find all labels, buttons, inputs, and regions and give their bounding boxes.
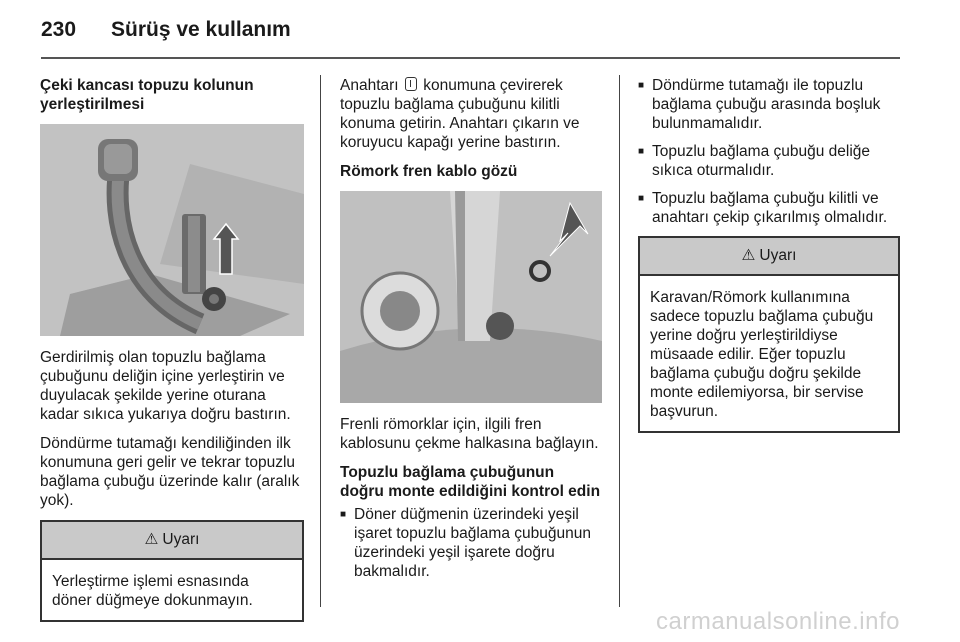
page-number: 230 <box>41 18 77 41</box>
warning-triangle-icon: ⚠ <box>741 247 756 264</box>
warning-header <box>42 522 302 560</box>
col1-para-1: Gerdirilmiş olan topuzlu bağlama çubuğunu deliğin içine yerleştirin ve duyulacak şekilde yerine oturana kadar sıkıca yukarıya doğru bastırın. <box>40 349 291 423</box>
list-item: ■ Döndürme tutamağı ile topuzlu bağlama çubuğu arasında boşluk bulunmamalıdır. <box>638 76 900 133</box>
column-2 <box>340 76 602 590</box>
list-item: ■ Topuzlu bağlama çubuğu deliğe sıkıca oturmalıdır. <box>638 142 900 180</box>
list-item: ■ Döner düğmenin üzerindeki yeşil işaret topuzlu bağlama çubuğunun üzerindeki yeşil işarete doğru bakmalıdır. <box>340 505 602 581</box>
watermark: carmanualsonline.info <box>656 608 900 635</box>
column-1 <box>40 76 304 622</box>
header-divider <box>41 57 900 59</box>
section-title: Sürüş ve kullanım <box>111 18 291 41</box>
list-item: ■ Topuzlu bağlama çubuğu kilitli ve anahtarı çekip çıkarılmış olmalıdır. <box>638 189 900 227</box>
col2-heading-2: Topuzlu bağlama çubuğunun doğru monte edildiğini kontrol edin <box>340 464 601 500</box>
brake-cable-eye-figure <box>340 191 602 403</box>
warning-box-1 <box>40 520 304 622</box>
col1-para-2: Döndürme tutamağı kendiliğinden ilk konumuna geri gelir ve tekrar topuzlu bağlama çubuğu üzerinde kalır (aralık yok). <box>40 435 300 509</box>
brake-cable-illustration <box>340 191 602 403</box>
col2-heading-1: Römork fren kablo gözü <box>340 163 518 180</box>
col2-para-1-end: konumuna çevirerek topuzlu bağlama çubuğunu kilitli konuma getirin. Anahtarı çıkarın ve koruyucu kapağı yerine bastırın. <box>340 77 580 151</box>
column-3 <box>638 76 900 433</box>
tow-bar-illustration <box>40 124 304 336</box>
col3-bullet-list <box>638 76 900 227</box>
tow-bar-insertion-figure <box>40 124 304 336</box>
warning-triangle-icon: ⚠ <box>144 531 159 548</box>
warning-title: Uyarı <box>162 531 200 548</box>
page-header <box>41 18 291 42</box>
warning-title: Uyarı <box>759 247 797 264</box>
warning-header <box>640 238 898 276</box>
column-divider-1 <box>320 75 321 607</box>
lock-position-icon <box>405 77 417 91</box>
column-divider-2 <box>619 75 620 607</box>
col2-para-2: Frenli römorklar için, ilgili fren kablosunu çekme halkasına bağlayın. <box>340 416 599 452</box>
warning-box-2 <box>638 236 900 433</box>
col2-para-1-start: Anahtarı <box>340 77 399 94</box>
warning-text: Karavan/Römork kullanımına sadece topuzlu bağlama çubuğu yerine doğru yerleştirildiyse müsaade edilir. Eğer topuzlu bağlama çubuğu doğru şekilde monte edilemiyorsa, bir servise başvurun. <box>650 289 874 420</box>
col2-bullet-list <box>340 505 602 581</box>
col1-heading: Çeki kancası topuzu kolunun yerleştirilmesi <box>40 77 254 113</box>
warning-text: Yerleştirme işlemi esnasında döner düğmeye dokunmayın. <box>52 573 253 609</box>
col2-para-1 <box>340 76 602 152</box>
